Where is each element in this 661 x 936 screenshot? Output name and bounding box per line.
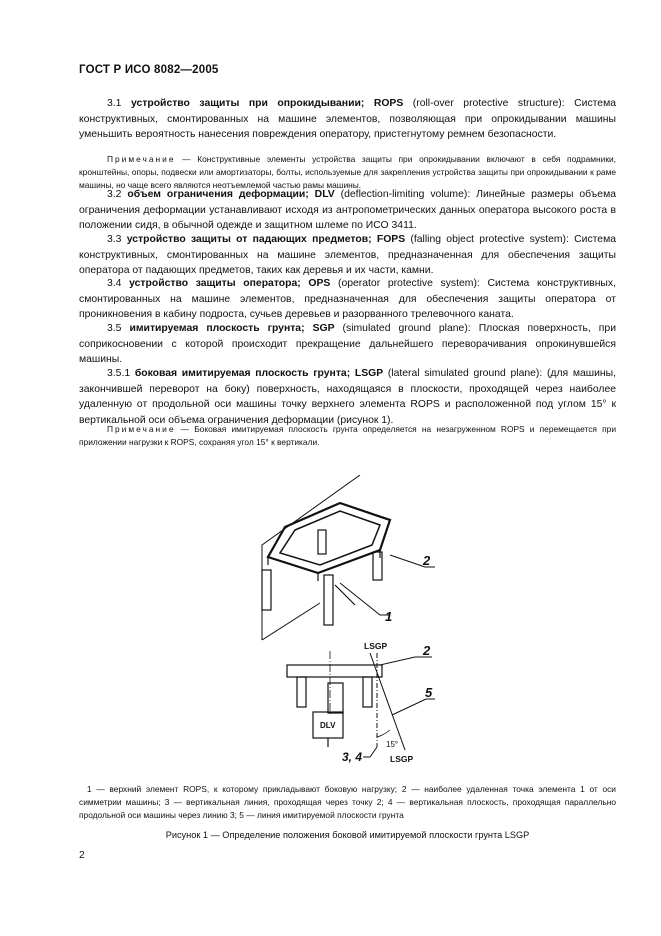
label-5: 5 — [425, 685, 433, 700]
document-header: ГОСТ Р ИСО 8082—2005 — [79, 64, 219, 76]
label-2-top: 2 — [423, 553, 431, 568]
term-lsgp: боковая имитируемая плоскость грунта; LSGP — [134, 368, 384, 379]
term-ops: устройство защиты оператора; OPS — [129, 278, 331, 289]
section-3-2: 3.2 объем ограничения деформации; DLV (deflection-limiting volume): Линейные размеры объема ограничения деформации устанавливают исходя из антропометрических данных оператора высокого роста в положении сидя, в обычной одежде и защитном шлеме по ИСО 3411. — [79, 189, 616, 231]
term-dlv: объем ограничения деформации; DLV — [127, 189, 335, 200]
term-rops: устройство защиты при опрокидывании; ROPS — [130, 98, 404, 109]
label-lsgp-bottom: LSGP — [390, 754, 414, 764]
figure-caption: Рисунок 1 — Определение положения боковой имитируемой плоскости грунта LSGP — [165, 830, 530, 840]
label-3-4: 3, 4 — [342, 750, 363, 764]
rops-isometric-view — [262, 475, 435, 640]
label-lsgp-top: LSGP — [364, 641, 388, 651]
label-2-bottom: 2 — [423, 643, 431, 658]
section-3-5: 3.5 имитируемая плоскость грунта; SGP (simulated ground plane): Плоская поверхность, при соприкосновении с которой происходит прекращение дальнейшего переворачивания опрокинувшейся машины. — [79, 323, 616, 365]
note-1: Примечание — Конструктивные элементы устройства защиты при опрокидывании включают в себя подрамники, кронштейны, опоры, подвески или амортизаторы, болты, используемые для закрепления устройства защиты при опрокидывании к раме машины, но чаще всего являются неотъемлемой частью рамы машины. — [79, 154, 616, 190]
page-number: 2 — [79, 850, 85, 861]
figure-1-drawing — [240, 475, 460, 765]
term-fops: устройство защиты от падающих предметов; FOPS — [126, 234, 406, 245]
figure-legend: 1 — верхний элемент ROPS, к которому прикладывают боковую нагрузку; 2 — наиболее удаленная точка элемента 1 от оси симметрии машины; 3 — вертикальная линия, проходящая через точку 2; 4 — вертикальная плоскость, проходящая параллельно продольной оси машины через линию 3; 5 — линия имитируемой плоскости грунта — [79, 784, 616, 820]
rops-front-view — [287, 641, 435, 757]
term-sgp: имитируемая плоскость грунта; SGP — [129, 323, 335, 334]
note-2: Примечание — Боковая имитируемая плоскость грунта определяется на незагруженном ROPS и перемещается при приложении нагрузки к ROPS, сохраняя угол 15° к вертикали. — [79, 424, 616, 447]
label-1: 1 — [385, 609, 393, 624]
section-3-5-1: 3.5.1 боковая имитируемая плоскость грунта; LSGP (lateral simulated ground plane): (для машины, закончившей переворот на боку) поверхность, находящаяся в плоскости, проходящей через наиболее удаленную от продольной оси машины точку верхнего элемента ROPS и расположенной под углом 15° к вертикальной оси объема ограничения деформации (рисунок 1). — [79, 368, 617, 426]
label-dlv: DLV — [320, 721, 336, 730]
section-3-3: 3.3 устройство защиты от падающих предметов; FOPS (falling object protective system): Система конструктивных, смонтированных на машине элементов, предназначенная для обеспечения защиты оператора от падающих предметов, таких как деревья и их части, камни. — [79, 234, 616, 276]
section-3-1: 3.1 устройство защиты при опрокидывании; ROPS (roll-over protective structure): Система конструктивных, смонтированных на машине элементов, позволяющая при опрокидывании машины уменьшить вероятность нанесения повреждения оператору, пристегнутому ремнем безопасности. — [79, 98, 617, 140]
label-angle: 15° — [386, 740, 399, 749]
section-3-4: 3.4 устройство защиты оператора; OPS (operator protective system): Система конструктивных, смонтированных на машине элементов, предназначенная для обеспечения защиты оператора от проникновения в кабину подроста, сучьев деревьев и разорванного трелевочного каната. — [79, 278, 616, 320]
